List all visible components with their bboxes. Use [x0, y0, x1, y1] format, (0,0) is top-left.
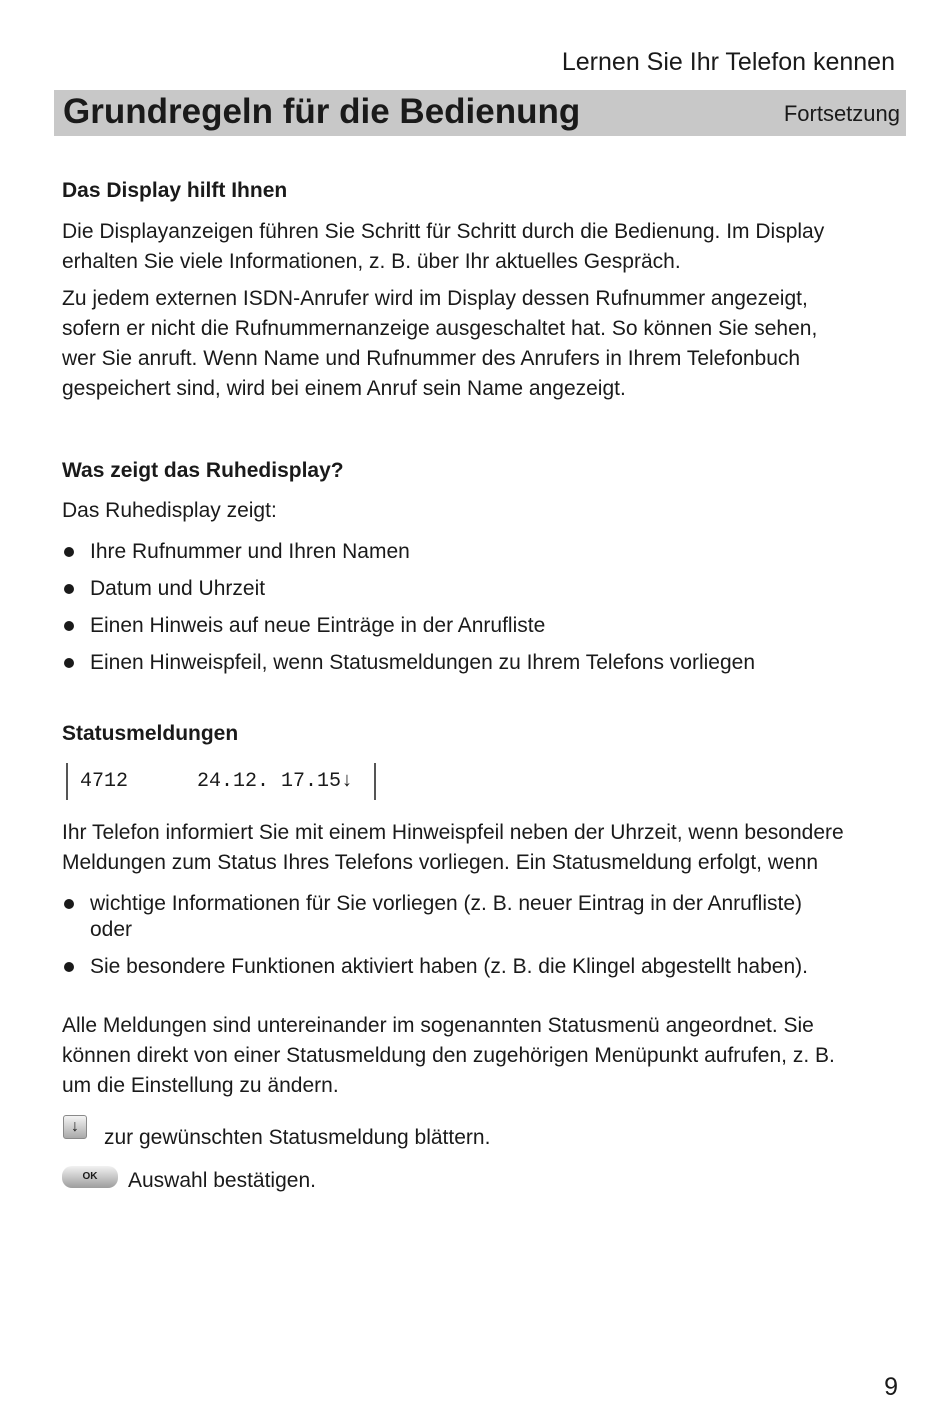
continuation-label: Fortsetzung — [783, 101, 900, 126]
status-arrow-icon: ↓ — [341, 770, 354, 793]
text-line: erhalten Sie viele Informationen, z. B. über Ihr aktuelles Gespräch. — [62, 250, 681, 273]
page-number: 9 — [884, 1373, 898, 1401]
text-line: Alle Meldungen sind untereinander im sogenannten Statusmenü angeordnet. Sie — [62, 1014, 814, 1037]
status-paragraph-1 — [62, 818, 844, 878]
text-line: gespeichert sind, wird bei einem Anruf sein Name angezeigt. — [62, 377, 626, 400]
bullet-icon — [64, 547, 74, 557]
bullet-icon — [64, 621, 74, 631]
text-line: Die Displayanzeigen führen Sie Schritt für Schritt durch die Bedienung. Im Display — [62, 220, 825, 243]
text-line: sofern er nicht die Rufnummernanzeige ausgeschaltet hat. So können Sie sehen, — [62, 317, 818, 340]
status-paragraph-2 — [62, 1011, 835, 1101]
page-title: Grundregeln für die Bedienung — [63, 92, 581, 131]
bullet-icon — [64, 658, 74, 668]
list-item: Sie besondere Funktionen aktiviert haben (z. B. die Klingel abgestellt haben). — [62, 954, 808, 980]
display-heading: Das Display hilft Ihnen — [62, 179, 288, 202]
step-scroll-text: zur gewünschten Statusmeldung blättern. — [104, 1126, 491, 1149]
arrow-down-key-icon: ↓ — [63, 1115, 87, 1139]
status-condition-list — [62, 891, 808, 980]
bullet-icon — [64, 962, 74, 972]
title-bar — [54, 90, 906, 136]
status-heading: Statusmeldungen — [62, 722, 239, 745]
display-paragraph-1 — [62, 217, 824, 277]
text-line: können direkt von einer Statusmeldung den zugehörigen Menüpunkt aufrufen, z. B. — [62, 1044, 835, 1067]
step-confirm-text: Auswahl bestätigen. — [128, 1169, 316, 1192]
text-line: Ihr Telefon informiert Sie mit einem Hinweispfeil neben der Uhrzeit, wenn besondere — [62, 821, 844, 844]
text-line: wer Sie anruft. Wenn Name und Rufnummer des Anrufers in Ihrem Telefonbuch — [62, 347, 801, 370]
bullet-icon — [64, 584, 74, 594]
list-item: Datum und Uhrzeit — [62, 576, 755, 602]
list-item: wichtige Informationen für Sie vorliegen (z. B. neuer Eintrag in der Anrufliste) oder — [62, 891, 808, 943]
display-datetime: 24.12. 17.15↓ — [197, 770, 354, 793]
idle-display-list — [62, 539, 755, 676]
list-item: Einen Hinweis auf neue Einträge in der Anrufliste — [62, 613, 755, 639]
list-item: Ihre Rufnummer und Ihren Namen — [62, 539, 755, 565]
text-line: Meldungen zum Status Ihres Telefons vorliegen. Ein Statusmeldung erfolgt, wenn — [62, 851, 819, 874]
bullet-icon — [64, 899, 74, 909]
section-label: Lernen Sie Ihr Telefon kennen — [561, 48, 895, 76]
idle-display-intro: Das Ruhedisplay zeigt: — [62, 499, 277, 522]
display-paragraph-2 — [62, 284, 817, 404]
idle-display-heading: Was zeigt das Ruhedisplay? — [62, 459, 344, 482]
list-item: Einen Hinweispfeil, wenn Statusmeldungen zu Ihrem Telefons vorliegen — [62, 650, 755, 676]
ok-key-icon: OK — [62, 1166, 118, 1188]
display-number: 4712 — [80, 770, 129, 793]
display-example — [66, 763, 376, 800]
text-line: um die Einstellung zu ändern. — [62, 1074, 339, 1097]
text-line: Zu jedem externen ISDN-Anrufer wird im Display dessen Rufnummer angezeigt, — [62, 287, 808, 310]
